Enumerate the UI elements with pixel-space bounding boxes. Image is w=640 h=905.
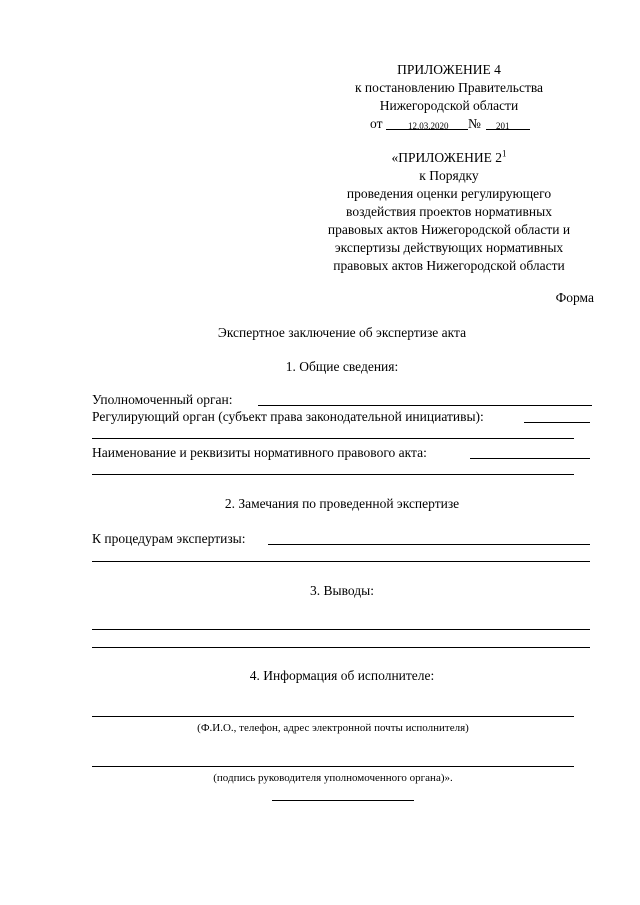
head-signature-field[interactable] xyxy=(92,766,574,767)
section-heading-executor: 4. Информация об исполнителе: xyxy=(249,668,435,683)
closing-separator xyxy=(272,800,414,801)
appendix-line-2: Нижегородской области xyxy=(379,98,519,113)
section-heading-general: 1. Общие сведения: xyxy=(285,359,399,374)
sub-appendix-title: «ПРИЛОЖЕНИЕ $2^1$ xyxy=(391,148,507,165)
section-heading-conclusions: 3. Выводы: xyxy=(310,583,374,598)
authorized-body-label: Уполномоченный орган: xyxy=(92,392,233,407)
section-heading-remarks: 2. Замечания по проведенной экспертизе xyxy=(224,496,460,511)
procedures-field-continued[interactable] xyxy=(92,561,590,562)
regulating-body-label: Регулирующий орган (субъект права законодательной инициативы): xyxy=(92,409,484,424)
form-label: Форма xyxy=(555,290,594,305)
executor-info-field[interactable] xyxy=(92,716,574,717)
conclusions-field-line-2[interactable] xyxy=(92,647,590,648)
regulating-body-field[interactable] xyxy=(524,422,590,423)
conclusions-field-line-1[interactable] xyxy=(92,629,590,630)
sub-appendix-line: проведения оценки регулирующего xyxy=(346,186,552,201)
number-underline xyxy=(486,129,530,130)
appendix-date-value: 12.03.2020 xyxy=(408,121,449,131)
act-name-field-continued[interactable] xyxy=(92,474,574,475)
sub-appendix-line: к Порядку xyxy=(419,168,479,183)
document-title: Экспертное заключение об экспертизе акта xyxy=(217,325,467,340)
appendix-date-label: от xyxy=(370,116,383,131)
sub-appendix-line: правовых актов Нижегородской области и xyxy=(327,222,571,237)
sub-appendix-line: экспертизы действующих нормативных xyxy=(334,240,564,255)
appendix-title: ПРИЛОЖЕНИЕ 4 xyxy=(397,62,501,77)
sub-appendix-line: правовых актов Нижегородской области xyxy=(333,258,565,273)
procedures-label: К процедурам экспертизы: xyxy=(92,531,246,546)
executor-info-caption: (Ф.И.О., телефон, адрес электронной почты исполнителя) xyxy=(197,722,469,734)
act-name-label: Наименование и реквизиты нормативного правового акта: xyxy=(92,445,427,460)
act-name-field[interactable] xyxy=(470,458,590,459)
authorized-body-field[interactable] xyxy=(258,405,592,406)
procedures-field[interactable] xyxy=(268,544,590,545)
appendix-number-sign: № xyxy=(468,116,481,131)
date-underline xyxy=(386,129,468,130)
regulating-body-field-continued[interactable] xyxy=(92,438,574,439)
head-signature-caption: (подпись руководителя уполномоченного органа)». xyxy=(213,772,453,784)
appendix-line-1: к постановлению Правительства xyxy=(354,80,544,95)
sub-appendix-line: воздействия проектов нормативных xyxy=(346,204,552,219)
appendix-number-value: 201 xyxy=(496,121,510,131)
